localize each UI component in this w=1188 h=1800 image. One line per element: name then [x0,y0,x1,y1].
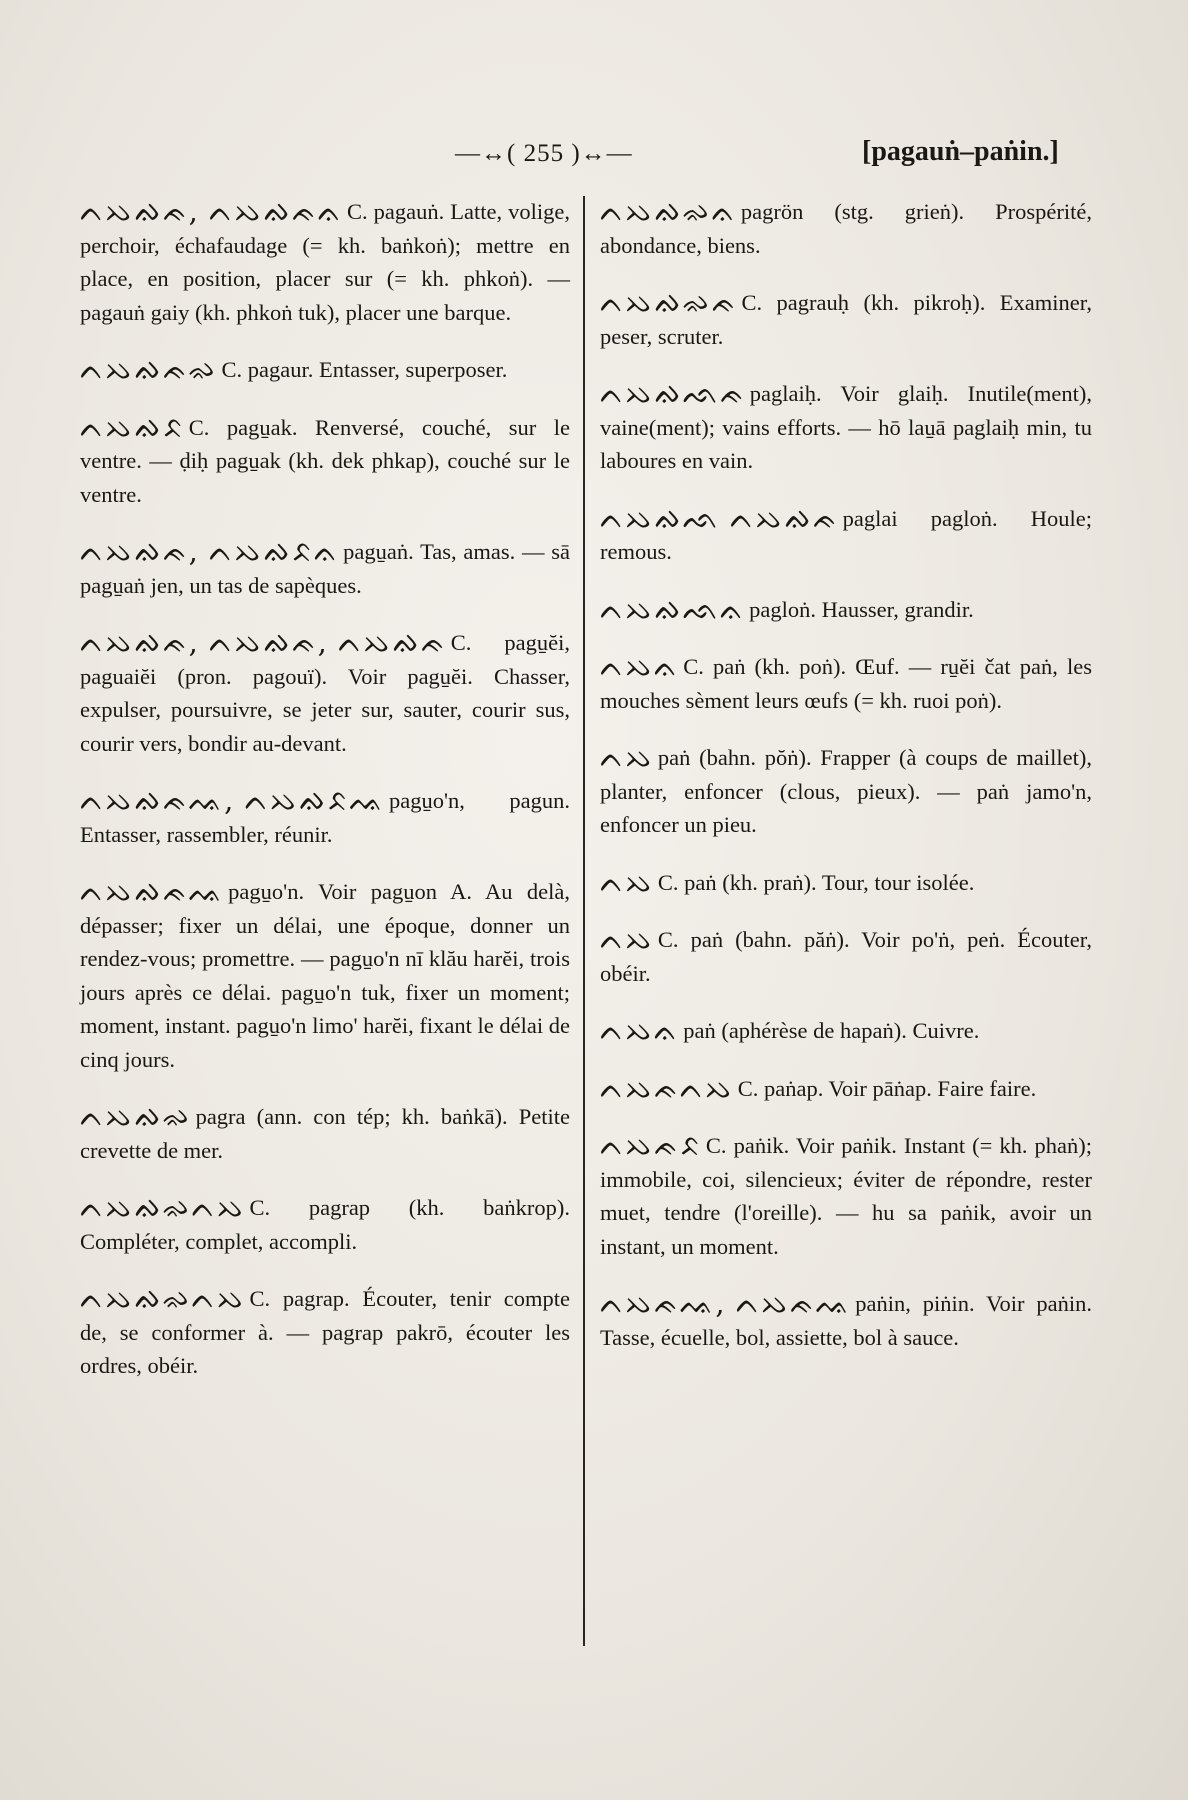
dictionary-entry [80,535,570,602]
entry-definition: C. paṅ (kh. praṅ). Tour, tour isolée. [657,869,975,895]
cham-script-headword: ᨈᨇᨁᨒ ᨈᨇᨁᨃ [600,500,839,535]
entry-definition: pagu̱aṅ. Tas, amas. — sā pagu̱aṅ jen, un tas de sapèques. [80,539,570,598]
dictionary-entry [80,195,570,329]
cham-script-headword: ᨈᨇᨁᨒᨃ [600,376,746,410]
entry-definition: pagrön (stg. grieṅ). Prospérité, abondance, biens. [600,199,1092,258]
dictionary-entry [80,626,570,760]
left-column [80,195,570,1407]
entry-definition: C. pagrauḥ (kh. pikroḥ). Examiner, peser, scruter. [600,290,1092,349]
dictionary-entry [600,502,1092,569]
entry-definition: C. pagrap (kh. baṅkrop). Compléter, complet, accompli. [80,1195,570,1254]
dictionary-entry [80,875,570,1076]
cham-script-headword: ᨈᨇᨁᨅ [80,409,185,444]
dictionary-entry [80,353,570,387]
dictionary-entry [600,286,1092,353]
dictionary-entry [600,1287,1092,1354]
dictionary-entry [600,1014,1092,1048]
right-column [600,195,1092,1378]
entry-definition: C. pagrap. Écouter, tenir compte de, se conformer à. — pagrap pakrō, écouter les ordres, obéir. [80,1286,570,1378]
cham-script-headword: ᨈᨇᨁᨃᨕ, ᨈᨇᨁᨅᨕ [80,783,385,817]
cham-script-headword: ᨈᨇᨁᨋ [80,1099,192,1133]
entry-definition: paṅ (aphérèse de hapaṅ). Cuivre. [683,1018,980,1043]
page-header [0,130,1188,180]
dictionary-entry [80,411,570,512]
cham-script-headword: ᨈᨇᨁᨋᨊ [600,194,737,228]
cham-script-headword: ᨈᨇ [600,922,654,956]
dictionary-entry [600,195,1092,262]
cham-script-headword: ᨈᨇᨁᨃ, ᨈᨇᨁᨃ, ᨈᨇᨁᨃ [80,625,447,659]
entry-definition: C. paṅ (bahn. păṅ). Voir po'ṅ, peṅ. Écouter, obéir. [600,927,1092,986]
dictionary-entry [600,866,1092,900]
entry-definition: C. paṅ (kh. poṅ). Œuf. — ru̱ĕi čat paṅ, les mouches sèment leurs œufs (= kh. ruoi poṅ). [600,654,1092,713]
cham-script-headword: ᨈᨇᨁᨃ, ᨈᨇᨁᨅᨊ [80,534,340,568]
entry-definition: C. pagu̱ĕi, paguaiĕi (pron. pagouï). Voir pagu̱ĕi. Chasser, expulser, poursuivre, se jeter sur, sauter, courir sus, courir vers, bondir au-devant. [80,630,570,756]
cham-script-headword: ᨈᨇᨃᨈᨇ [600,1070,734,1105]
page-number: —↔( 255 )↔— [455,140,633,167]
cham-script-headword: ᨈᨇᨁᨒᨊ [600,591,746,626]
running-head: [pagauṅ–paṅin.] [862,136,1059,167]
dictionary-entry [600,923,1092,990]
cham-script-headword: ᨈᨇᨁᨋᨃ [600,285,738,319]
cham-script-headword: ᨈᨇᨁᨃ, ᨈᨇᨁᨃᨊ [80,194,343,228]
entry-definition: C. pagu̱ak. Renversé, couché, sur le ventre. — ḍiḥ pagu̱ak (kh. dek phkap), couché sur le ventre. [80,414,570,507]
entry-definition: C. pagauṅ. Latte, volige, perchoir, échafaudage (= kh. baṅkoṅ); mettre en place, en position, placer sur (= kh. phkoṅ). — pagauṅ gaiy (kh. phkoṅ tuk), placer une barque. [80,199,570,325]
cham-script-headword: ᨈᨇ [600,740,654,774]
dictionary-entry [80,784,570,851]
entry-definition: paglaiḥ. Voir glaiḥ. Inutile(ment), vaine(ment); vains efforts. — hō lau̱ā paglaiḥ min, tu laboures en vain. [600,381,1092,473]
cham-script-headword: ᨈᨇᨁᨃᨕ [80,874,225,908]
cham-script-headword: ᨈᨇ [600,864,654,899]
entry-definition: C. pagaur. Entasser, superposer. [221,357,508,382]
entry-definition: paṅin, piṅin. Voir paṅin. Tasse, écuelle, bol, assiette, bol à sauce. [600,1291,1092,1350]
dictionary-entry [600,1129,1092,1263]
dictionary-entry [600,1072,1092,1106]
dictionary-entry [80,1282,570,1383]
cham-script-headword: ᨈᨇᨃᨕ, ᨈᨇᨃᨕ [600,1286,852,1320]
dictionary-entry [600,650,1092,717]
cham-script-headword: ᨈᨇᨊ [600,649,680,683]
cham-script-headword: ᨈᨇᨊ [600,1013,680,1047]
dictionary-entry [600,377,1092,478]
entry-definition: C. paṅap. Voir pāṅap. Faire faire. [737,1075,1037,1101]
entry-definition: pagu̱o'n, pagun. Entasser, rassembler, réunir. [80,788,570,847]
dictionary-entry [80,1100,570,1167]
entry-definition: paṅ (bahn. pŏṅ). Frapper (à coups de maillet), planter, enfoncer (clous, pieux). — paṅ jamo'n, enfoncer un pieu. [600,745,1092,837]
entry-definition: C. paṅik. Voir paṅik. Instant (= kh. phaṅ); immobile, coi, silencieux; éviter de répondre, rester muet, tendre (l'oreille). — hu sa paṅik, avoir un instant, un moment. [600,1133,1092,1259]
dictionary-entry [600,593,1092,627]
cham-script-headword: ᨈᨇᨃᨅ [600,1128,702,1162]
cham-script-headword: ᨈᨇᨁᨃᨋ [80,352,218,386]
cham-script-headword: ᨈᨇᨁᨋᨈᨇ [80,1190,246,1224]
entry-definition: pagloṅ. Hausser, grandir. [749,596,974,622]
entry-definition: pagra (ann. con tép; kh. baṅkā). Petite crevette de mer. [80,1104,570,1163]
entry-definition: pagu̱o'n. Voir pagu̱on A. Au delà, dépasser; fixer un délai, une époque, donner un rendez-vous; promettre. — pagu̱o'n nī klău harĕi, trois jours après ce délai. pagu̱o'n tuk, fixer un moment; moment, instant. pagu̱o'n limo' harĕi, fixant le délai de cinq jours. [80,879,570,1072]
dictionary-entry [600,741,1092,842]
cham-script-headword: ᨈᨇᨁᨋᨈᨇ [80,1281,246,1315]
column-divider [583,196,585,1646]
dictionary-entry [80,1191,570,1258]
entry-definition: paglai pagloṅ. Houle; remous. [600,505,1092,564]
